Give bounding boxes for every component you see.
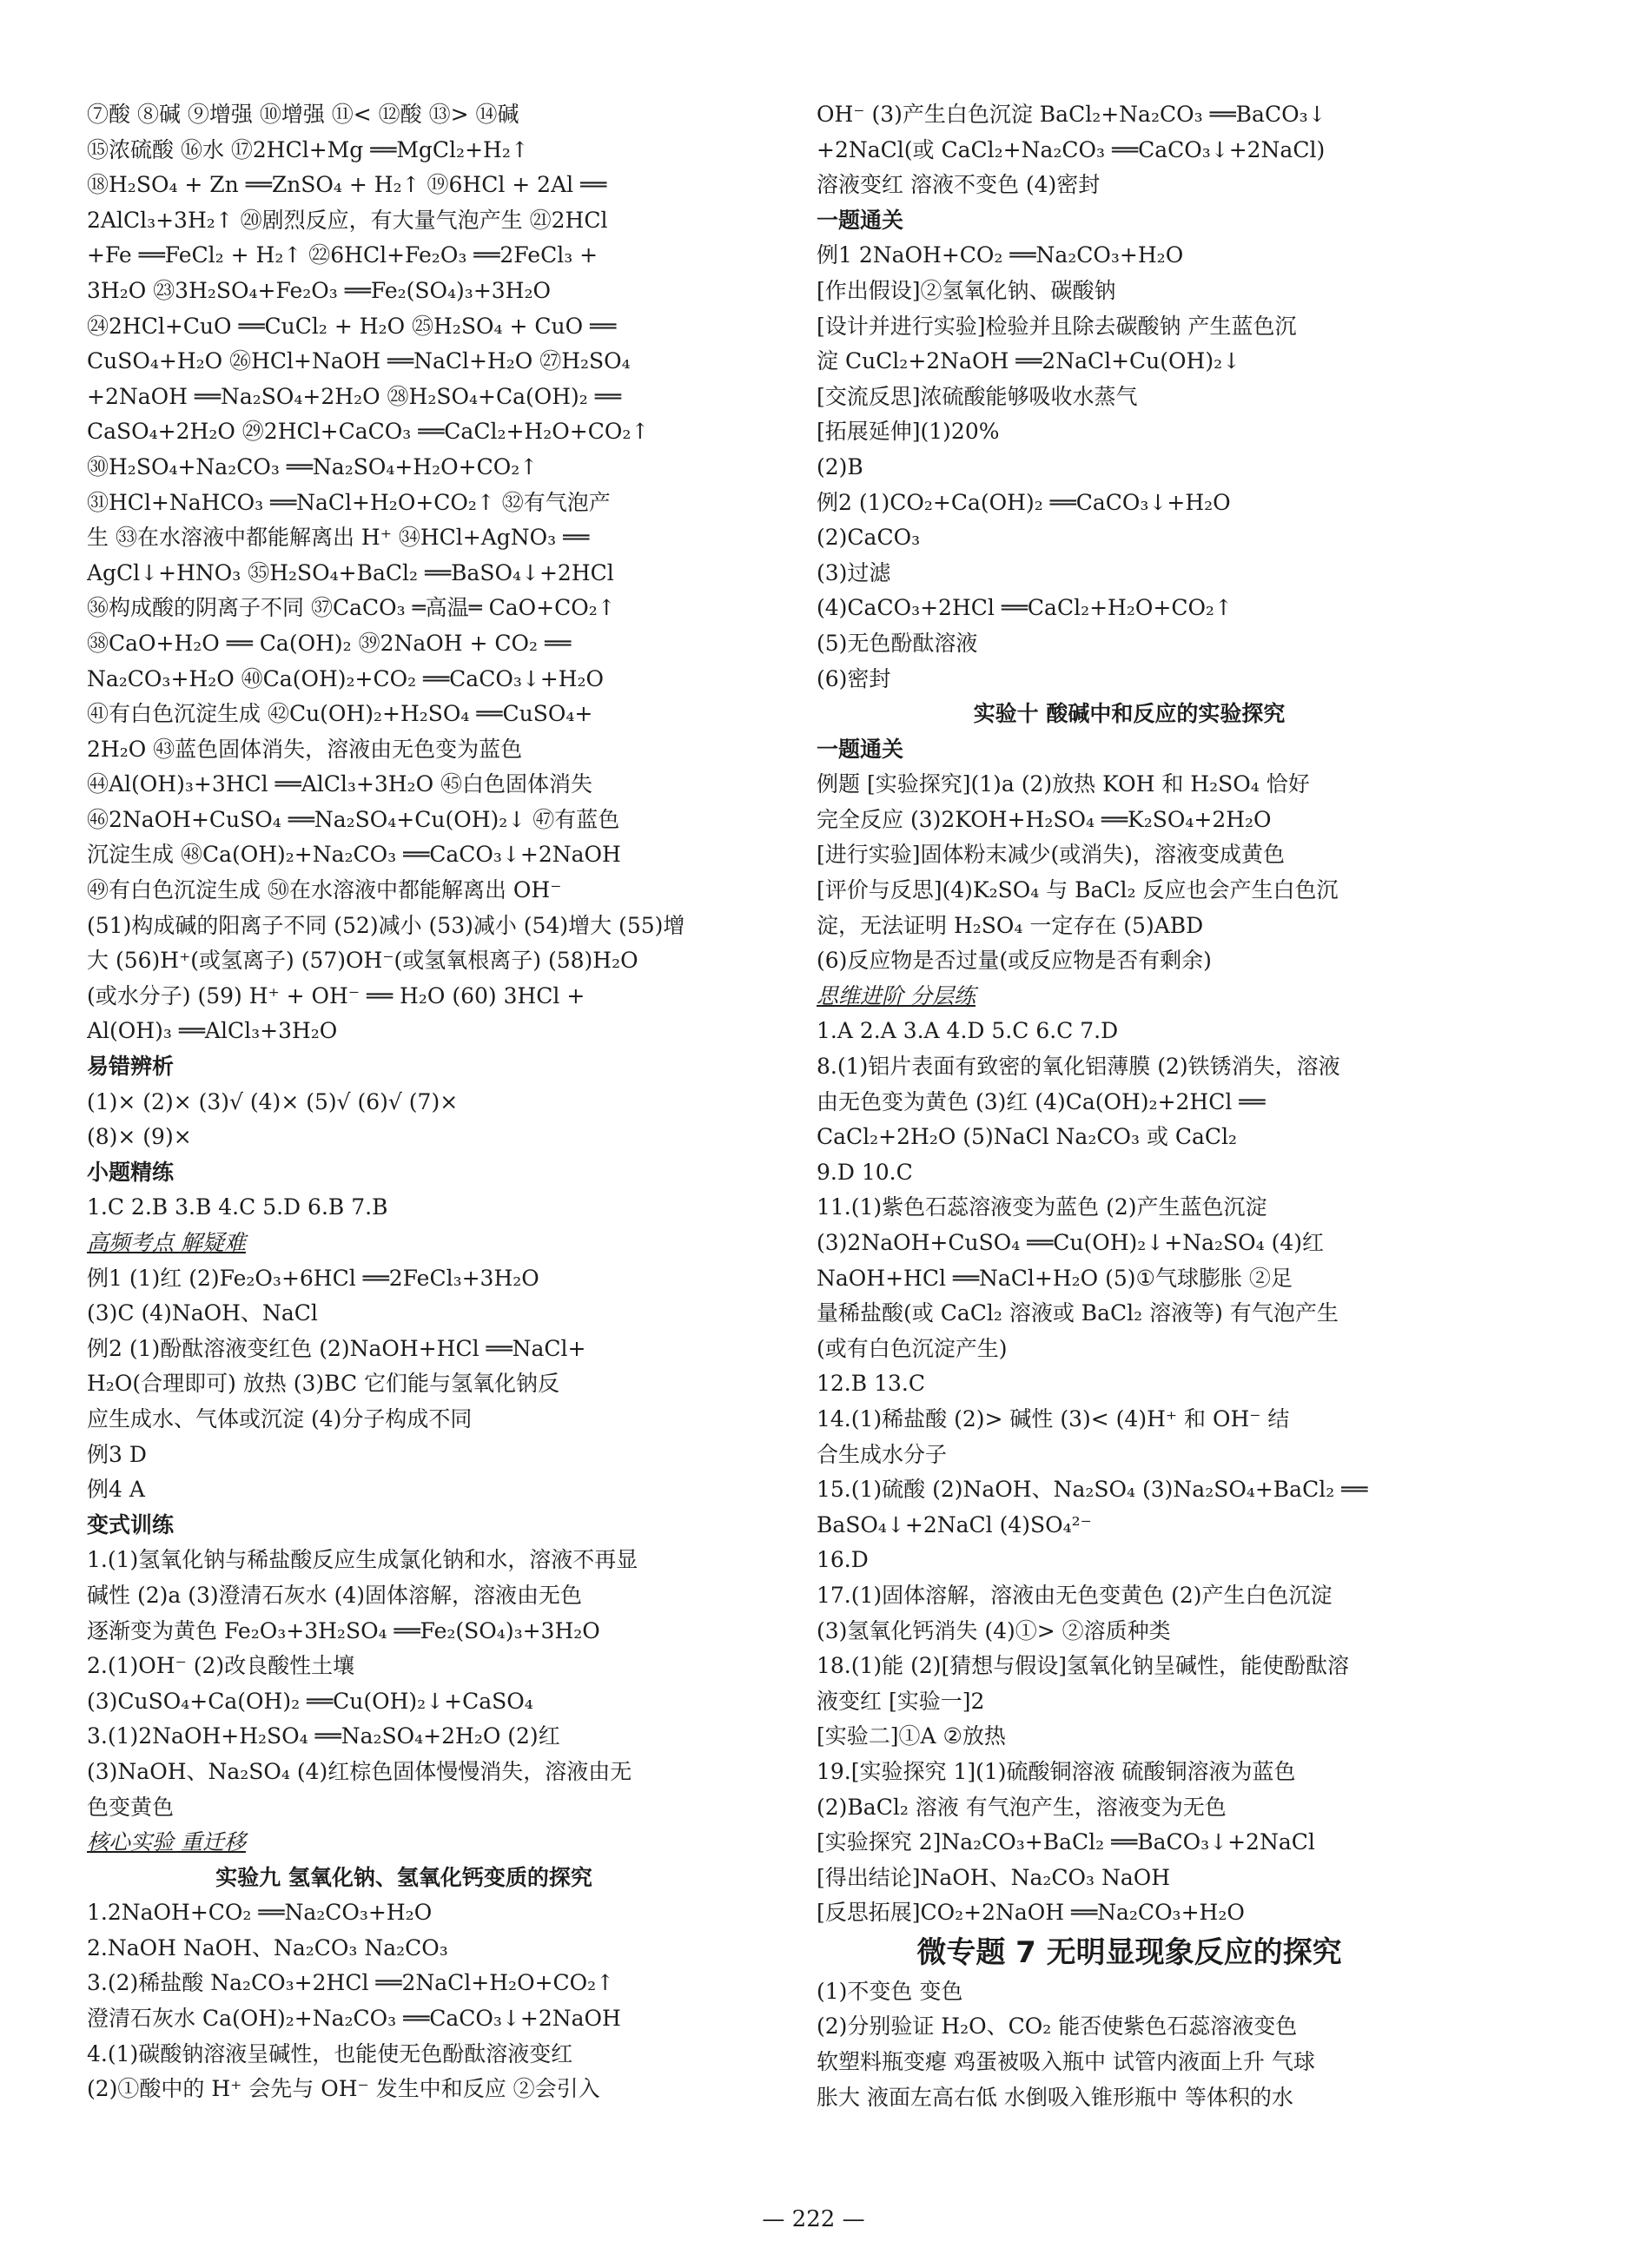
answer-line: [得出结论]NaOH、Na₂CO₃ NaOH [817,1864,1171,1890]
answer-line: 合生成水分子 [817,1441,948,1467]
answer-line: CaCl₂+2H₂O (5)NaCl Na₂CO₃ 或 CaCl₂ [817,1124,1238,1150]
answer-line: ㊹Al(OH)₃+3HCl ══AlCl₃+3H₂O ㊺白色固体消失 [87,771,593,797]
answer-line: 1.A 2.A 3.A 4.D 5.C 6.C 7.D [817,1018,1119,1044]
answer-line: 溶液变红 溶液不变色 (4)密封 [817,172,1101,198]
answer-line: ㊳CaO+H₂O ══ Ca(OH)₂ ㊴2NaOH + CO₂ ══ [87,630,572,656]
section-heading: 一题通关 [817,736,904,762]
answer-line: 淀，无法证明 H₂SO₄ 一定存在 (5)ABD [817,912,1204,938]
answer-line: (或水分子) (59) H⁺ + OH⁻ ══ H₂O (60) 3HCl + [87,982,585,1008]
answer-line: 色变黄色 [87,1794,175,1820]
answer-line: +Fe ══FeCl₂ + H₂↑ ㉒6HCl+Fe₂O₃ ══2FeCl₃ + [87,242,599,268]
answer-line: (4)CaCO₃+2HCl ══CaCl₂+H₂O+CO₂↑ [817,595,1233,621]
answer-line: 2.NaOH NaOH、Na₂CO₃ Na₂CO₃ [87,1934,448,1961]
answer-line: 15.(1)硫酸 (2)NaOH、Na₂SO₄ (3)Na₂SO₄+BaCl₂ ══ [817,1477,1368,1503]
answer-line: H₂O(合理即可) 放热 (3)BC 它们能与氢氧化钠反 [87,1371,560,1397]
answer-line: [拓展延伸](1)20% [817,419,1000,445]
answer-line: (3)2NaOH+CuSO₄ ══Cu(OH)₂↓+Na₂SO₄ (4)红 [817,1230,1325,1255]
answer-line: 3.(1)2NaOH+H₂SO₄ ══Na₂SO₄+2H₂O (2)红 [87,1723,560,1749]
answer-line: (6)密封 [817,665,891,691]
answer-line: 16.D [817,1547,869,1573]
answer-line: 4.(1)碳酸钠溶液呈碱性，也能使无色酚酞溶液变红 [87,2040,573,2066]
answer-line: (2)CaCO₃ [817,525,921,551]
answer-line: CuSO₄+H₂O ㉖HCl+NaOH ══NaCl+H₂O ㉗H₂SO₄ [87,348,631,374]
answer-line: (8)× (9)× [87,1124,192,1150]
answer-line: ⑮浓硫酸 ⑯水 ⑰2HCl+Mg ══MgCl₂+H₂↑ [87,136,529,162]
answer-line: 17.(1)固体溶解，溶液由无色变黄色 (2)产生白色沉淀 [817,1582,1333,1608]
answer-line: (5)无色酚酞溶液 [817,630,978,656]
section-heading: 小题精练 [87,1159,175,1185]
answer-line: BaSO₄↓+2NaCl (4)SO₄²⁻ [817,1511,1092,1537]
experiment-title: 实验九 氢氧化钠、氢氧化钙变质的探究 [215,1864,592,1890]
answer-line: (3)C (4)NaOH、NaCl [87,1300,318,1326]
right-column [817,97,1442,2115]
answer-line: (1)不变色 变色 [817,1978,963,2004]
answer-line: (3)过滤 [817,559,891,585]
section-heading: 变式训练 [87,1511,175,1537]
answer-line: 软塑料瓶变瘪 鸡蛋被吸入瓶中 试管内液面上升 气球 [817,2049,1315,2075]
answer-line: (2)分别验证 H₂O、CO₂ 能否使紫色石蕊溶液变色 [817,2013,1298,2040]
answer-line: [实验二]①A ②放热 [817,1723,1006,1749]
answer-line: ㊻2NaOH+CuSO₄ ══Na₂SO₄+Cu(OH)₂↓ ㊼有蓝色 [87,806,620,832]
answer-line: 1.2NaOH+CO₂ ══Na₂CO₃+H₂O [87,1900,433,1926]
experiment-title: 实验十 酸碱中和反应的实验探究 [973,701,1286,727]
answer-line: NaOH+HCl ══NaCl+H₂O (5)①气球膨胀 ②足 [817,1265,1293,1291]
answer-line: 沉淀生成 ㊽Ca(OH)₂+Na₂CO₃ ══CaCO₃↓+2NaOH [87,842,621,868]
answer-line: CaSO₄+2H₂O ㉙2HCl+CaCO₃ ══CaCl₂+H₂O+CO₂↑ [87,419,650,445]
answer-line: (3)氢氧化钙消失 (4)①> ②溶质种类 [817,1617,1171,1643]
answer-line: 19.[实验探究 1](1)硫酸铜溶液 硫酸铜溶液为蓝色 [817,1758,1296,1784]
answer-line: 3.(2)稀盐酸 Na₂CO₃+2HCl ══2NaCl+H₂O+CO₂↑ [87,1970,615,1996]
section-heading: 易错辨析 [87,1054,175,1080]
answer-line: 2H₂O ㊸蓝色固体消失，溶液由无色变为蓝色 [87,736,523,762]
answer-line: ㊶有白色沉淀生成 ㊷Cu(OH)₂+H₂SO₄ ══CuSO₄+ [87,701,593,727]
answer-line: (3)NaOH、Na₂SO₄ (4)红棕色固体慢慢消失，溶液由无 [87,1758,632,1784]
answer-line: 完全反应 (3)2KOH+H₂SO₄ ══K₂SO₄+2H₂O [817,806,1272,832]
answer-line: 8.(1)铝片表面有致密的氧化铝薄膜 (2)铁锈消失，溶液 [817,1054,1340,1080]
answer-line: [作出假设]②氢氧化钠、碳酸钠 [817,277,1116,303]
answer-line: 大 (56)H⁺(或氢离子) (57)OH⁻(或氢氧根离子) (58)H₂O [87,948,638,974]
answer-line: 例题 [实验探究](1)a (2)放热 KOH 和 H₂SO₄ 恰好 [817,771,1310,797]
answer-line: 1.C 2.B 3.B 4.C 5.D 6.B 7.B [87,1194,388,1220]
answer-line: 例1 (1)红 (2)Fe₂O₃+6HCl ══2FeCl₃+3H₂O [87,1265,539,1291]
answer-line: +2NaOH ══Na₂SO₄+2H₂O ㉘H₂SO₄+Ca(OH)₂ ══ [87,383,621,409]
answer-line: (51)构成碱的阳离子不同 (52)减小 (53)减小 (54)增大 (55)增 [87,912,685,938]
answer-line: [实验探究 2]Na₂CO₃+BaCl₂ ══BaCO₃↓+2NaCl [817,1829,1315,1855]
answer-line: [设计并进行实验]检验并且除去碳酸钠 产生蓝色沉 [817,313,1297,339]
answer-line: 量稀盐酸(或 CaCl₂ 溶液或 BaCl₂ 溶液等) 有气泡产生 [817,1300,1339,1326]
section-banner: 高频考点 解疑难 [87,1230,246,1255]
answer-line: 例3 D [87,1441,147,1467]
answer-line: 例1 2NaOH+CO₂ ══Na₂CO₃+H₂O [817,242,1184,268]
answer-line: Na₂CO₃+H₂O ㊵Ca(OH)₂+CO₂ ══CaCO₃↓+H₂O [87,665,605,691]
topic-title: 微专题 7 无明显现象反应的探究 [916,1934,1342,1970]
answer-line: 例4 A [87,1477,145,1503]
answer-line: 淀 CuCl₂+2NaOH ══2NaCl+Cu(OH)₂↓ [817,348,1241,374]
answer-line: 应生成水、气体或沉淀 (4)分子构成不同 [87,1405,473,1432]
answer-line: 例2 (1)酚酞溶液变红色 (2)NaOH+HCl ══NaCl+ [87,1335,586,1361]
answer-line: ⑱H₂SO₄ + Zn ══ZnSO₄ + H₂↑ ⑲6HCl + 2Al ══ [87,172,607,198]
answer-line: 11.(1)紫色石蕊溶液变为蓝色 (2)产生蓝色沉淀 [817,1194,1267,1220]
answer-line: 18.(1)能 (2)[猜想与假设]氢氧化钠呈碱性，能使酚酞溶 [817,1653,1350,1679]
answer-line: 例2 (1)CO₂+Ca(OH)₂ ══CaCO₃↓+H₂O [817,489,1231,515]
answer-line: [反思拓展]CO₂+2NaOH ══Na₂CO₃+H₂O [817,1900,1245,1926]
section-banner: 核心实验 重迁移 [87,1829,246,1855]
answer-line: ㊾有白色沉淀生成 ㊿在水溶液中都能解离出 OH⁻ [87,877,562,903]
answer-line: 9.D 10.C [817,1159,913,1185]
answer-line: 澄清石灰水 Ca(OH)₂+Na₂CO₃ ══CaCO₃↓+2NaOH [87,2006,621,2032]
answer-line: ⑦酸 ⑧碱 ⑨增强 ⑩增强 ⑪< ⑫酸 ⑬> ⑭碱 [87,102,519,127]
answer-line: ㉚H₂SO₄+Na₂CO₃ ══Na₂SO₄+H₂O+CO₂↑ [87,453,539,479]
answer-line: (6)反应物是否过量(或反应物是否有剩余) [817,948,1212,974]
answer-line: (或有白色沉淀产生) [817,1335,1008,1361]
answer-line: 2.(1)OH⁻ (2)改良酸性土壤 [87,1653,355,1679]
answer-line: (1)× (2)× (3)√ (4)× (5)√ (6)√ (7)× [87,1088,459,1114]
answer-line: 3H₂O ㉓3H₂SO₄+Fe₂O₃ ══Fe₂(SO₄)₃+3H₂O [87,277,551,303]
answer-line: [评价与反思](4)K₂SO₄ 与 BaCl₂ 反应也会产生白色沉 [817,877,1339,903]
answer-line: 1.(1)氢氧化钠与稀盐酸反应生成氯化钠和水，溶液不再显 [87,1547,638,1573]
answer-line: [进行实验]固体粉末减少(或消失)，溶液变成黄色 [817,842,1286,868]
answer-line: OH⁻ (3)产生白色沉淀 BaCl₂+Na₂CO₃ ══BaCO₃↓ [817,102,1326,127]
answer-line: ㉔2HCl+CuO ══CuCl₂ + H₂O ㉕H₂SO₄ + CuO ══ [87,313,617,339]
answer-line: 液变红 [实验一]2 [817,1688,985,1714]
left-column [87,97,721,2107]
answer-line: ㉛HCl+NaHCO₃ ══NaCl+H₂O+CO₂↑ ㉜有气泡产 [87,489,611,515]
section-heading: 一题通关 [817,207,904,233]
answer-line: [交流反思]浓硫酸能够吸收水蒸气 [817,383,1138,409]
answer-line: AgCl↓+HNO₃ ㉟H₂SO₄+BaCl₂ ══BaSO₄↓+2HCl [87,559,614,585]
answer-line: (2)BaCl₂ 溶液 有气泡产生，溶液变为无色 [817,1794,1227,1820]
answer-line: 碱性 (2)a (3)澄清石灰水 (4)固体溶解，溶液由无色 [87,1582,582,1608]
answer-line: 胀大 液面左高右低 水倒吸入锥形瓶中 等体积的水 [817,2084,1293,2110]
answer-line: +2NaCl(或 CaCl₂+Na₂CO₃ ══CaCO₃↓+2NaCl) [817,136,1326,162]
answer-line: (2)①酸中的 H⁺ 会先与 OH⁻ 发生中和反应 ②会引入 [87,2076,600,2102]
answer-line: ㊱构成酸的阴离子不同 ㊲CaCO₃ ═高温═ CaO+CO₂↑ [87,595,616,621]
section-banner: 思维进阶 分层练 [817,982,976,1008]
answer-line: Al(OH)₃ ══AlCl₃+3H₂O [87,1018,338,1044]
answer-line: 生 ㉝在水溶液中都能解离出 H⁺ ㉞HCl+AgNO₃ ══ [87,525,590,551]
answer-line: 逐渐变为黄色 Fe₂O₃+3H₂SO₄ ══Fe₂(SO₄)₃+3H₂O [87,1617,600,1643]
answer-line: 14.(1)稀盐酸 (2)> 碱性 (3)< (4)H⁺ 和 OH⁻ 结 [817,1405,1290,1432]
answer-line: (3)CuSO₄+Ca(OH)₂ ══Cu(OH)₂↓+CaSO₄ [87,1688,533,1714]
answer-line: (2)B [817,453,863,479]
page-number: — 222 — [762,2206,865,2232]
answer-line: 由无色变为黄色 (3)红 (4)Ca(OH)₂+2HCl ══ [817,1088,1266,1114]
answer-line: 12.B 13.C [817,1371,925,1397]
answer-line: 2AlCl₃+3H₂↑ ⑳剧烈反应，有大量气泡产生 ㉑2HCl [87,207,608,233]
